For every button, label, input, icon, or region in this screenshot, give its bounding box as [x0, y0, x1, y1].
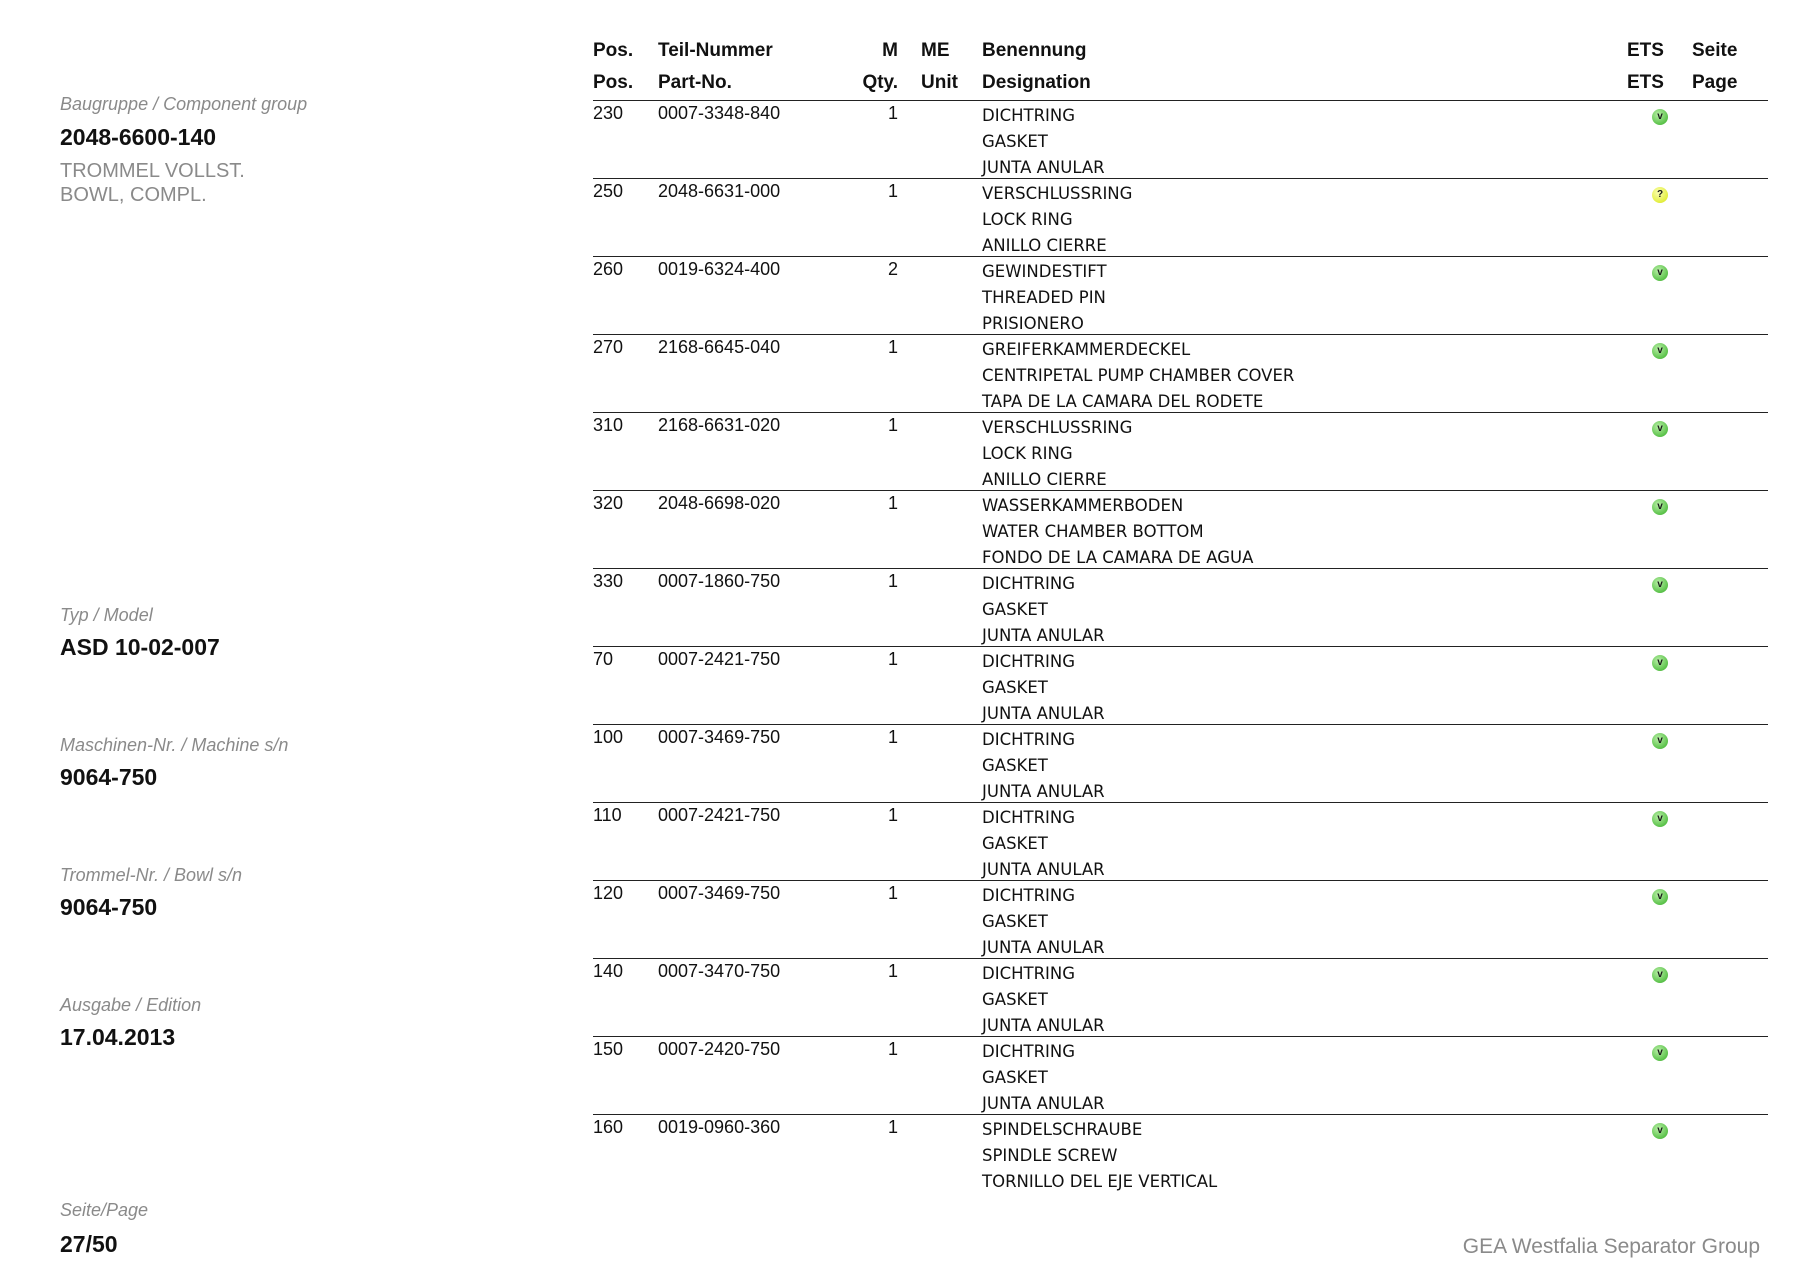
qty-cell: 1	[887, 103, 898, 123]
ets-available-icon: v	[1652, 1045, 1668, 1061]
component-group-name-en: BOWL, COMPL.	[60, 184, 207, 206]
qty-cell: 1	[887, 883, 898, 903]
header-name-de: Benennung	[982, 40, 1087, 61]
table-row	[593, 101, 1768, 179]
designation-line: WASSERKAMMERBODEN	[982, 496, 1184, 515]
designation-line: GASKET	[982, 989, 1048, 1009]
header-pos-en: Pos.	[593, 72, 634, 93]
designation-cell	[982, 805, 1105, 882]
ets-available-icon: v	[1652, 1123, 1668, 1139]
table-row	[593, 647, 1768, 725]
component-group-name-de: TROMMEL VOLLST.	[60, 160, 245, 182]
table-row	[593, 959, 1768, 1037]
header-qty-de: M	[882, 40, 898, 61]
designation-line: TAPA DE LA CAMARA DEL RODETE	[982, 391, 1264, 411]
designation-line: GEWINDESTIFT	[982, 262, 1107, 281]
edition-value: 17.04.2013	[60, 1024, 176, 1050]
designation-cell	[982, 181, 1132, 258]
part-number-cell: 0007-3469-750	[658, 883, 781, 903]
part-number-cell: 2168-6645-040	[658, 337, 781, 357]
designation-line: LOCK RING	[982, 443, 1073, 463]
header-part-en: Part-No.	[658, 72, 732, 93]
pos-cell: 270	[593, 337, 624, 357]
table-row	[593, 179, 1768, 257]
header-part-de: Teil-Nummer	[658, 40, 773, 61]
qty-cell: 1	[887, 181, 898, 201]
edition-label: Ausgabe / Edition	[60, 995, 202, 1015]
designation-line: DICHTRING	[982, 574, 1076, 593]
designation-line: SPINDELSCHRAUBE	[982, 1120, 1143, 1139]
bowl-label: Trommel-Nr. / Bowl s/n	[60, 865, 243, 885]
table-row	[593, 1037, 1768, 1115]
part-number-cell: 0007-2420-750	[658, 1039, 781, 1059]
ets-available-icon: v	[1652, 499, 1668, 515]
qty-cell: 1	[887, 571, 898, 591]
header-qty-en: Qty.	[862, 72, 898, 93]
table-row	[593, 335, 1768, 413]
bowl-value: 9064-750	[60, 894, 158, 920]
page-number: 27/50	[60, 1231, 118, 1257]
designation-cell	[982, 493, 1253, 570]
designation-cell	[982, 259, 1107, 336]
designation-line: TORNILLO DEL EJE VERTICAL	[982, 1171, 1218, 1191]
part-number-cell: 0007-2421-750	[658, 649, 781, 669]
part-number-cell: 2048-6698-020	[658, 493, 781, 513]
qty-cell: 1	[887, 337, 898, 357]
pos-cell: 260	[593, 259, 624, 279]
designation-line: THREADED PIN	[982, 287, 1106, 307]
component-group-label: Baugruppe / Component group	[60, 94, 308, 114]
designation-line: DICHTRING	[982, 730, 1076, 749]
designation-line: DICHTRING	[982, 964, 1076, 983]
header-row-en	[593, 68, 1768, 100]
pos-cell: 250	[593, 181, 624, 201]
part-number-cell: 0007-2421-750	[658, 805, 781, 825]
ets-available-icon: v	[1652, 577, 1668, 593]
designation-line: GASKET	[982, 677, 1048, 697]
designation-line: GASKET	[982, 911, 1048, 931]
designation-line: SPINDLE SCREW	[982, 1145, 1118, 1165]
header-unit-en: Unit	[921, 72, 958, 93]
table-row	[593, 725, 1768, 803]
ets-available-icon: v	[1652, 343, 1668, 359]
designation-line: GREIFERKAMMERDECKEL	[982, 340, 1191, 359]
pos-cell: 230	[593, 103, 624, 123]
header-unit-de: ME	[921, 40, 950, 61]
pos-cell: 310	[593, 415, 624, 435]
part-number-cell: 0007-1860-750	[658, 571, 781, 591]
part-number-cell: 2048-6631-000	[658, 181, 781, 201]
designation-line: GASKET	[982, 1067, 1048, 1087]
designation-cell	[982, 415, 1132, 492]
part-number-cell: 2168-6631-020	[658, 415, 781, 435]
designation-line: DICHTRING	[982, 652, 1076, 671]
header-ets-en: ETS	[1627, 72, 1664, 93]
designation-line: FONDO DE LA CAMARA DE AGUA	[982, 547, 1254, 567]
page-label: Seite/Page	[60, 1200, 149, 1220]
pos-cell: 110	[593, 805, 622, 825]
pos-cell: 70	[593, 649, 614, 669]
parts-rows	[593, 101, 1768, 1193]
designation-line: VERSCHLUSSRING	[982, 184, 1133, 203]
part-number-cell: 0019-0960-360	[658, 1117, 781, 1137]
designation-line: GASKET	[982, 131, 1048, 151]
pos-cell: 320	[593, 493, 624, 513]
designation-line: VERSCHLUSSRING	[982, 418, 1133, 437]
table-row	[593, 491, 1768, 569]
ets-available-icon: v	[1652, 109, 1668, 125]
designation-line: JUNTA ANULAR	[982, 781, 1105, 801]
designation-line: ANILLO CIERRE	[982, 235, 1107, 255]
ets-available-icon: v	[1652, 421, 1668, 437]
info-panel	[60, 0, 540, 1283]
pos-cell: 140	[593, 961, 624, 981]
designation-line: PRISIONERO	[982, 313, 1084, 333]
designation-cell	[982, 1117, 1217, 1194]
pos-cell: 120	[593, 883, 624, 903]
designation-line: GASKET	[982, 755, 1048, 775]
company-name: GEA Westfalia Separator Group	[1462, 1235, 1760, 1258]
header-ets-de: ETS	[1627, 40, 1664, 61]
ets-unknown-icon: ?	[1652, 187, 1668, 203]
designation-line: CENTRIPETAL PUMP CHAMBER COVER	[982, 365, 1295, 385]
model-value: ASD 10-02-007	[60, 634, 220, 660]
machine-label: Maschinen-Nr. / Machine s/n	[60, 735, 289, 755]
ets-available-icon: v	[1652, 265, 1668, 281]
designation-line: JUNTA ANULAR	[982, 937, 1105, 957]
ets-available-icon: v	[1652, 967, 1668, 983]
designation-cell	[982, 1039, 1105, 1116]
header-pos-de: Pos.	[593, 40, 634, 61]
designation-line: GASKET	[982, 599, 1048, 619]
designation-line: DICHTRING	[982, 886, 1076, 905]
qty-cell: 1	[887, 805, 898, 825]
pos-cell: 150	[593, 1039, 624, 1059]
part-number-cell: 0007-3348-840	[658, 103, 781, 123]
ets-available-icon: v	[1652, 655, 1668, 671]
designation-line: DICHTRING	[982, 1042, 1076, 1061]
qty-cell: 1	[887, 493, 898, 513]
part-number-cell: 0007-3470-750	[658, 961, 781, 981]
part-number-cell: 0019-6324-400	[658, 259, 781, 279]
qty-cell: 1	[887, 1039, 898, 1059]
qty-cell: 1	[887, 415, 898, 435]
header-row-de	[593, 36, 1768, 68]
pos-cell: 160	[593, 1117, 624, 1137]
designation-line: JUNTA ANULAR	[982, 703, 1105, 723]
designation-cell	[982, 961, 1105, 1038]
table-row	[593, 881, 1768, 959]
model-label: Typ / Model	[60, 605, 153, 625]
table-row	[593, 257, 1768, 335]
designation-cell	[982, 337, 1294, 414]
header-name-en: Designation	[982, 72, 1091, 93]
designation-cell	[982, 727, 1105, 804]
designation-cell	[982, 883, 1105, 960]
qty-cell: 1	[887, 649, 898, 669]
ets-available-icon: v	[1652, 889, 1668, 905]
pos-cell: 100	[593, 727, 624, 747]
designation-line: GASKET	[982, 833, 1048, 853]
table-row	[593, 803, 1768, 881]
designation-line: DICHTRING	[982, 106, 1076, 125]
designation-line: JUNTA ANULAR	[982, 1093, 1105, 1113]
designation-cell	[982, 103, 1105, 180]
table-row	[593, 413, 1768, 491]
part-number-cell: 0007-3469-750	[658, 727, 781, 747]
table-row	[593, 1115, 1768, 1193]
component-group-number: 2048-6600-140	[60, 124, 217, 150]
designation-line: ANILLO CIERRE	[982, 469, 1107, 489]
ets-available-icon: v	[1652, 811, 1668, 827]
designation-line: WATER CHAMBER BOTTOM	[982, 521, 1204, 541]
header-page-en: Page	[1692, 72, 1738, 93]
qty-cell: 1	[887, 727, 898, 747]
ets-available-icon: v	[1652, 733, 1668, 749]
machine-value: 9064-750	[60, 764, 158, 790]
designation-line: DICHTRING	[982, 808, 1076, 827]
designation-line: JUNTA ANULAR	[982, 625, 1105, 645]
parts-table	[593, 36, 1768, 1193]
designation-line: JUNTA ANULAR	[982, 157, 1105, 177]
designation-cell	[982, 571, 1105, 648]
table-row	[593, 569, 1768, 647]
designation-cell	[982, 649, 1105, 726]
designation-line: JUNTA ANULAR	[982, 1015, 1105, 1035]
designation-line: LOCK RING	[982, 209, 1073, 229]
qty-cell: 1	[887, 1117, 898, 1137]
designation-line: JUNTA ANULAR	[982, 859, 1105, 879]
header-page-de: Seite	[1692, 40, 1738, 61]
qty-cell: 1	[887, 961, 898, 981]
qty-cell: 2	[887, 259, 898, 279]
pos-cell: 330	[593, 571, 624, 591]
